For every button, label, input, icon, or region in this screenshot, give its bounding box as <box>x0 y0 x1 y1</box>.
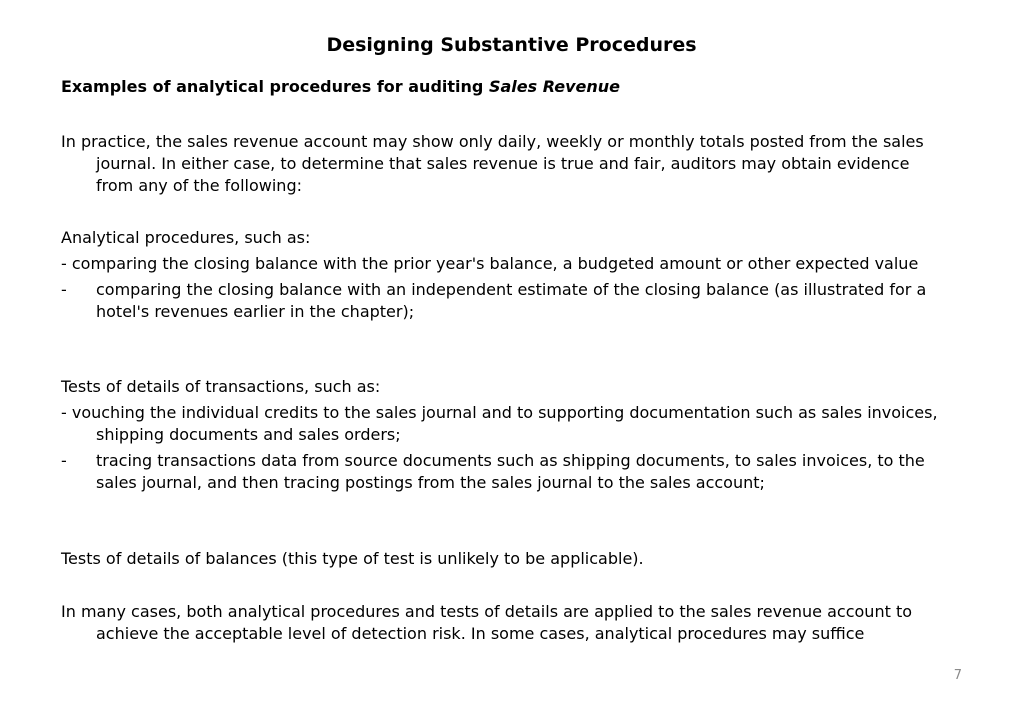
subtitle-prefix: Examples of analytical procedures for auditing <box>61 77 489 96</box>
subtitle-italic: Sales Revenue <box>488 77 620 96</box>
page-number: 7 <box>953 668 962 683</box>
analytical-item-2 <box>61 279 951 323</box>
dash-mark: - <box>61 451 67 470</box>
tests-item-2-text: tracing transactions data from source documents such as shipping documents, to sales invoices, to the sales journal, and then tracing postings from the sales journal to the sales account; <box>96 451 925 492</box>
analytical-item-1: - comparing the closing balance with the prior year's balance, a budgeted amount or other expected value <box>61 254 919 273</box>
slide-title: Designing Substantive Procedures <box>326 34 697 56</box>
dash-mark: - <box>61 280 67 299</box>
analytical-item-2-text: comparing the closing balance with an independent estimate of the closing balance (as illustrated for a hotel's revenues earlier in the chapter); <box>96 280 927 321</box>
tests-item-2 <box>61 450 951 494</box>
tests-item-1: - vouching the individual credits to the sales journal and to supporting documentation such as sales invoices, shipping documents and sales orders; <box>61 403 938 444</box>
conclusion-text: In many cases, both analytical procedures and tests of details are applied to the sales revenue account to achieve the acceptable level of detection risk. In some cases, analytical procedures may suffice <box>61 602 912 643</box>
balances-paragraph <box>61 548 951 570</box>
balances-text: Tests of details of balances (this type of test is unlikely to be applicable). <box>61 549 644 568</box>
slide-subtitle <box>61 77 620 96</box>
tests-section <box>61 376 951 494</box>
analytical-heading: Analytical procedures, such as: <box>61 228 311 247</box>
intro-text: In practice, the sales revenue account may show only daily, weekly or monthly totals posted from the sales journal. In either case, to determine that sales revenue is true and fair, auditors may obtain evidence from any of the following: <box>61 132 924 195</box>
intro-paragraph <box>61 131 951 197</box>
analytical-section <box>61 227 951 323</box>
tests-heading: Tests of details of transactions, such as: <box>61 377 381 396</box>
conclusion-paragraph <box>61 601 951 645</box>
